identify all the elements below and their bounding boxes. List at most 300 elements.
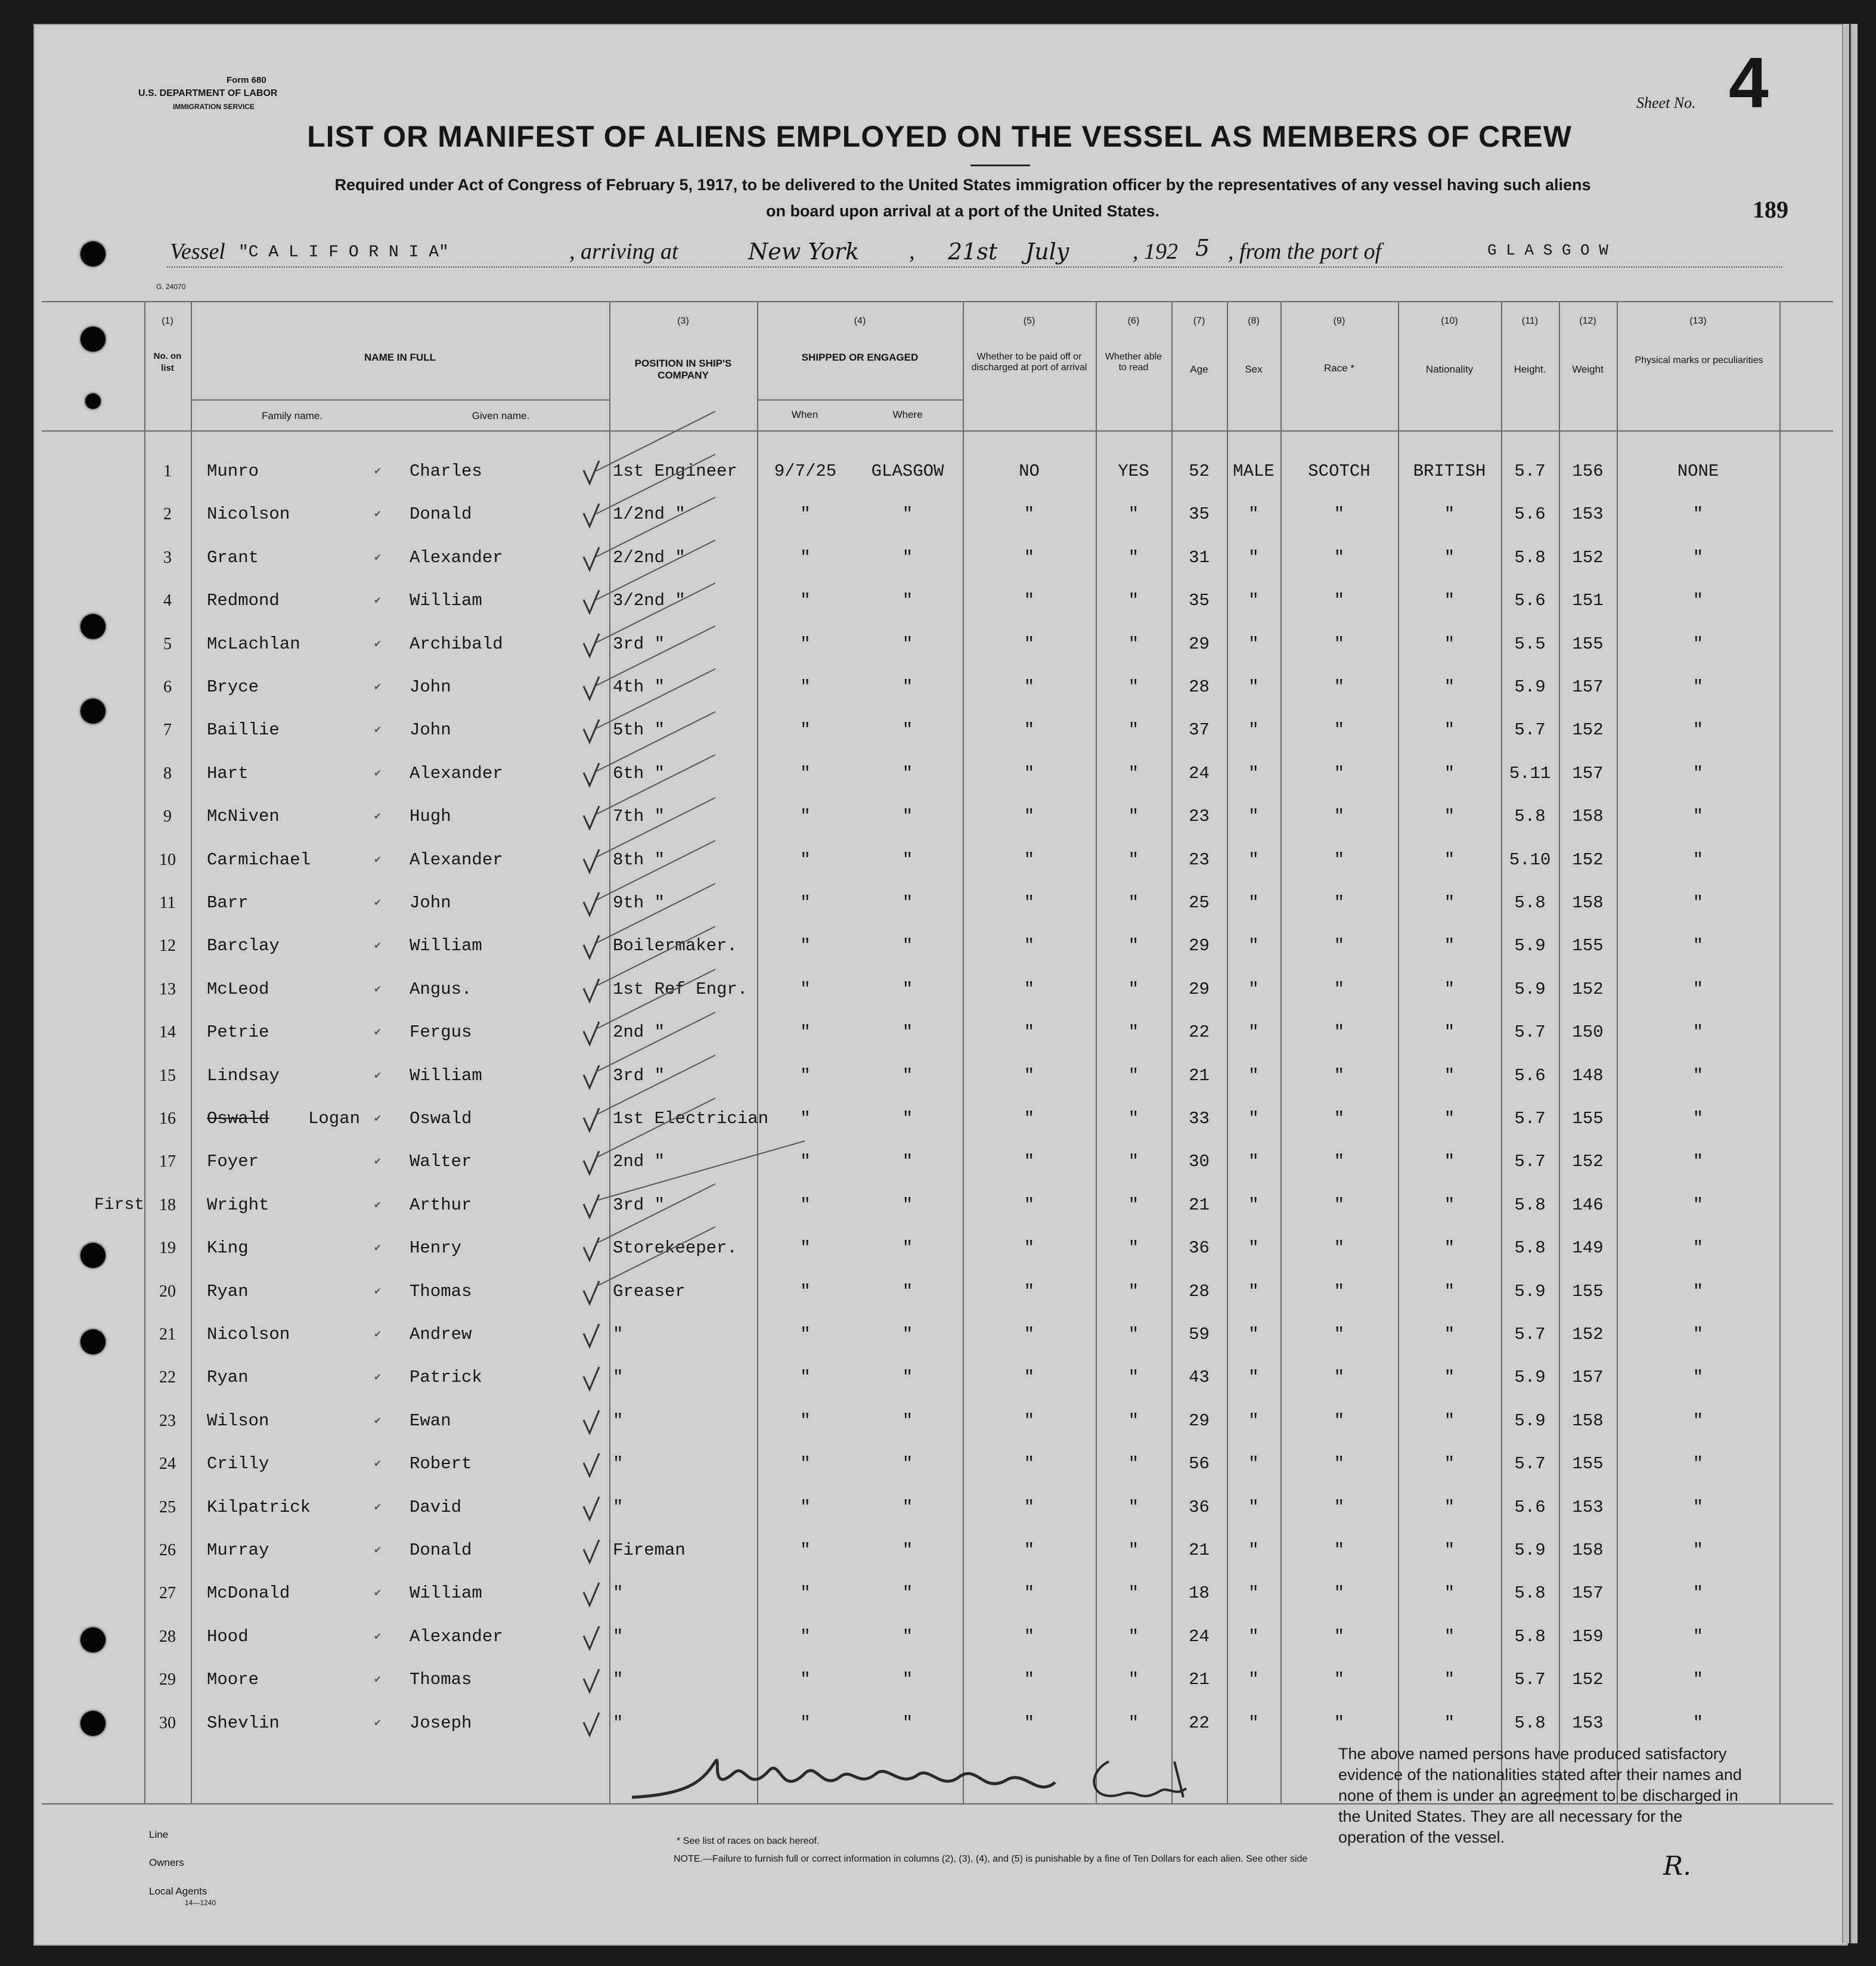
sex: " — [1248, 504, 1259, 525]
check-mark-icon — [581, 1579, 601, 1609]
shipped-when: " — [800, 1281, 811, 1301]
given-name: Hugh — [410, 807, 451, 827]
shipped-when: " — [800, 893, 811, 913]
col-number: (1) — [162, 316, 173, 326]
family-name: Barclay — [207, 936, 280, 956]
row-number: 24 — [159, 1455, 176, 1474]
given-name: Patrick — [410, 1367, 482, 1388]
name-tick-icon: ✔ — [374, 1329, 381, 1341]
check-mark-icon — [581, 1320, 601, 1350]
family-name: Crilly — [207, 1454, 269, 1474]
position: " — [613, 1497, 624, 1517]
height: 5.11 — [1509, 763, 1551, 783]
shipped-where: " — [902, 1281, 913, 1301]
position: 2nd " — [613, 1152, 665, 1172]
shipped-when: " — [800, 1065, 811, 1086]
row-number: 8 — [163, 764, 172, 783]
sex: " — [1248, 1109, 1259, 1128]
family-name: Wilson — [207, 1410, 269, 1431]
sex: " — [1248, 1152, 1259, 1172]
nationality: " — [1444, 1152, 1455, 1172]
name-tick-icon: ✔ — [374, 1458, 381, 1471]
age: 21 — [1189, 1065, 1210, 1086]
able-to-read: " — [1128, 591, 1139, 611]
position: 3rd " — [613, 1065, 665, 1086]
stamp-initials: R. — [1663, 1851, 1692, 1881]
height: 5.7 — [1514, 1325, 1546, 1344]
height: 5.8 — [1514, 1626, 1546, 1646]
check-mark-icon — [581, 1666, 601, 1695]
given-name: William — [410, 1583, 482, 1604]
name-subheader-rule — [192, 399, 609, 401]
shipped-when: " — [800, 1367, 811, 1388]
height: 5.8 — [1514, 1713, 1546, 1733]
shipped-when: " — [800, 677, 811, 697]
position: 3rd " — [613, 1195, 665, 1215]
paid-off: NO — [1019, 461, 1040, 481]
given-name: Fergus — [410, 1022, 472, 1043]
physical-marks: " — [1692, 1022, 1704, 1043]
sex: " — [1248, 1281, 1259, 1301]
shipped-when: " — [800, 763, 811, 783]
nationality: " — [1444, 849, 1455, 870]
able-to-read: " — [1128, 1713, 1139, 1733]
weight: 152 — [1572, 849, 1604, 870]
races-note: * See list of races on back hereof. — [677, 1836, 820, 1846]
nationality-stamp: The above named persons have produced satisfactory evidence of the nationalities stated after their names and none of them is under an agreement to be discharged in the United States. They are all necessary for the operation of the vessel. — [1338, 1745, 1742, 1846]
given-name: Andrew — [410, 1325, 472, 1344]
col-number: (4) — [854, 316, 866, 326]
physical-marks: " — [1692, 1540, 1704, 1560]
col-number: (11) — [1521, 316, 1539, 326]
age: 59 — [1189, 1325, 1210, 1344]
shipped-where: " — [902, 1195, 913, 1215]
race: " — [1334, 1022, 1345, 1043]
age: 25 — [1189, 893, 1210, 913]
col-header-shipped: SHIPPED OR ENGAGED — [801, 352, 919, 363]
form-code: G. 24070 — [156, 283, 186, 291]
table-row — [0, 1658, 1876, 1701]
paid-off: " — [1024, 1497, 1035, 1517]
weight: 152 — [1572, 979, 1604, 999]
nationality: " — [1444, 1454, 1455, 1474]
name-tick-icon: ✔ — [374, 1027, 381, 1039]
nationality: " — [1444, 1713, 1455, 1733]
paid-off: " — [1024, 893, 1035, 913]
paid-off: " — [1024, 1540, 1035, 1560]
weight: 152 — [1572, 720, 1604, 740]
height: 5.8 — [1514, 893, 1546, 913]
name-tick-icon: ✔ — [374, 1587, 381, 1600]
family-name: Moore — [207, 1670, 259, 1690]
shipped-where: " — [902, 849, 913, 870]
vessel-underline — [167, 265, 1782, 268]
family-name: Lindsay — [207, 1065, 280, 1086]
col-header-list-no: No. on list — [153, 351, 182, 373]
shipped-where: " — [902, 936, 913, 956]
sex: " — [1248, 1410, 1259, 1431]
shipped-where: " — [902, 634, 913, 654]
race: " — [1334, 634, 1345, 654]
shipped-when: " — [800, 1238, 811, 1258]
page-number: 189 — [1753, 196, 1788, 223]
height: 5.7 — [1514, 461, 1546, 481]
race: " — [1334, 677, 1345, 697]
name-tick-icon: ✔ — [374, 638, 381, 650]
able-to-read: " — [1128, 763, 1139, 783]
given-name: David — [410, 1497, 462, 1517]
weight: 155 — [1572, 634, 1604, 654]
table-row — [0, 752, 1876, 795]
table-row — [0, 882, 1876, 925]
name-tick-icon: ✔ — [374, 551, 381, 564]
row-number: 3 — [163, 548, 172, 567]
family-name: Nicolson — [207, 504, 290, 525]
vessel-name: "C A L I F O R N I A" — [238, 243, 449, 262]
able-to-read: " — [1128, 1109, 1139, 1128]
nationality: " — [1444, 1281, 1455, 1301]
given-name: Alexander — [410, 849, 503, 870]
name-tick-icon: ✔ — [374, 1372, 381, 1384]
row-number: 11 — [159, 894, 176, 912]
age: 24 — [1189, 1626, 1210, 1646]
year-suffix: 5 — [1195, 235, 1210, 261]
age: 29 — [1189, 1410, 1210, 1431]
height: 5.6 — [1514, 591, 1546, 611]
paid-off: " — [1024, 979, 1035, 999]
height: 5.7 — [1514, 1152, 1546, 1172]
nationality: " — [1444, 504, 1455, 525]
weight: 158 — [1572, 893, 1604, 913]
shipped-when: " — [800, 720, 811, 740]
position: Greaser — [613, 1281, 686, 1301]
height: 5.5 — [1514, 634, 1546, 654]
race: " — [1334, 1497, 1345, 1517]
col-header-sex: Sex — [1245, 364, 1263, 375]
sex: " — [1248, 763, 1259, 783]
col-header-race: Race * — [1323, 362, 1355, 374]
able-to-read: " — [1128, 1454, 1139, 1474]
position: " — [613, 1713, 624, 1733]
able-to-read: " — [1128, 1065, 1139, 1086]
race: " — [1334, 1583, 1345, 1604]
physical-marks: " — [1692, 1238, 1704, 1258]
given-name: John — [410, 720, 451, 740]
name-tick-icon: ✔ — [374, 897, 381, 909]
table-row — [0, 839, 1876, 882]
able-to-read: " — [1128, 807, 1139, 827]
height: 5.9 — [1514, 1281, 1546, 1301]
able-to-read: " — [1128, 893, 1139, 913]
sex: " — [1248, 547, 1259, 568]
height: 5.7 — [1514, 1022, 1546, 1043]
height: 5.6 — [1514, 1497, 1546, 1517]
physical-marks: " — [1692, 807, 1704, 827]
col-subheader-family: Family name. — [261, 410, 323, 421]
col-header-marks: Physical marks or peculiarities — [1635, 355, 1763, 365]
family-name: Foyer — [207, 1152, 259, 1172]
nationality: BRITISH — [1413, 461, 1486, 481]
family-name: Redmond — [207, 591, 280, 611]
physical-marks: " — [1692, 893, 1704, 913]
shipped-where: " — [902, 1022, 913, 1043]
family-name: Murray — [207, 1540, 269, 1560]
row-number: 14 — [159, 1023, 176, 1042]
physical-marks: " — [1692, 979, 1704, 999]
position: 1st Engineer — [613, 461, 737, 481]
position: 8th " — [613, 849, 665, 870]
race: " — [1334, 591, 1345, 611]
row-number: 20 — [159, 1282, 176, 1301]
table-top-border — [42, 301, 1833, 302]
physical-marks: " — [1692, 1497, 1704, 1517]
height: 5.8 — [1514, 547, 1546, 568]
paid-off: " — [1024, 1454, 1035, 1474]
pencil-check-strokes — [584, 370, 882, 1323]
sex: " — [1248, 936, 1259, 956]
able-to-read: " — [1128, 849, 1139, 870]
shipped-where: " — [902, 1109, 913, 1128]
given-name: Ewan — [410, 1410, 451, 1431]
shipped-where: GLASGOW — [871, 461, 944, 481]
nationality: " — [1444, 591, 1455, 611]
nationality: " — [1444, 1367, 1455, 1388]
race: " — [1334, 1454, 1345, 1474]
position: 1st Ref Engr. — [613, 979, 748, 999]
family-name: Hart — [207, 763, 249, 783]
shipped-when: " — [800, 634, 811, 654]
name-tick-icon: ✔ — [374, 1069, 381, 1082]
physical-marks: " — [1692, 677, 1704, 697]
height: 5.7 — [1514, 1109, 1546, 1128]
position: Boilermaker. — [613, 936, 737, 956]
shipped-when: " — [800, 979, 811, 999]
weight: 153 — [1572, 1497, 1604, 1517]
row-number: 21 — [159, 1325, 176, 1344]
name-tick-icon: ✔ — [374, 1415, 381, 1427]
age: 35 — [1189, 591, 1210, 611]
physical-marks: NONE — [1677, 461, 1719, 481]
shipped-where: " — [902, 591, 913, 611]
shipped-where: " — [902, 1713, 913, 1733]
vessel-label: Vessel — [170, 239, 225, 264]
height: 5.9 — [1514, 979, 1546, 999]
paid-off: " — [1024, 1410, 1035, 1431]
nationality: " — [1444, 1497, 1455, 1517]
row-number: 23 — [159, 1411, 176, 1430]
weight: 155 — [1572, 1109, 1604, 1128]
col-number: (7) — [1193, 316, 1205, 326]
weight: 158 — [1572, 807, 1604, 827]
paid-off: " — [1024, 1325, 1035, 1344]
age: 28 — [1189, 1281, 1210, 1301]
given-name: Archibald — [410, 634, 503, 654]
family-name: Bryce — [207, 677, 259, 697]
nationality: " — [1444, 1670, 1455, 1690]
shipped-when: " — [800, 504, 811, 525]
able-to-read: " — [1128, 1238, 1139, 1258]
weight: 148 — [1572, 1065, 1604, 1086]
family-name: Baillie — [207, 720, 280, 740]
arrival-month: July — [1025, 238, 1069, 265]
weight: 159 — [1572, 1626, 1604, 1646]
weight: 149 — [1572, 1238, 1604, 1258]
nationality: " — [1444, 1022, 1455, 1043]
physical-marks: " — [1692, 1152, 1704, 1172]
nationality: " — [1444, 763, 1455, 783]
height: 5.9 — [1514, 677, 1546, 697]
physical-marks: " — [1692, 504, 1704, 525]
position: 6th " — [613, 763, 665, 783]
age: 29 — [1189, 634, 1210, 654]
shipped-when: " — [800, 547, 811, 568]
height: 5.7 — [1514, 1454, 1546, 1474]
name-tick-icon: ✔ — [374, 1242, 381, 1255]
height: 5.6 — [1514, 504, 1546, 525]
name-tick-icon: ✔ — [374, 854, 381, 866]
footer-owners-label: Owners — [149, 1857, 184, 1868]
age: 29 — [1189, 936, 1210, 956]
shipped-where: " — [902, 720, 913, 740]
paid-off: " — [1024, 849, 1035, 870]
shipped-where: " — [902, 1325, 913, 1344]
col-number: (13) — [1689, 316, 1707, 326]
weight: 156 — [1572, 461, 1604, 481]
able-to-read: " — [1128, 1670, 1139, 1690]
height: 5.9 — [1514, 1540, 1546, 1560]
nationality: " — [1444, 1626, 1455, 1646]
sex: " — [1248, 1583, 1259, 1604]
paid-off: " — [1024, 591, 1035, 611]
sex: " — [1248, 893, 1259, 913]
col-number: (6) — [1127, 316, 1140, 326]
able-to-read: YES — [1118, 461, 1149, 481]
header-bottom-border — [42, 430, 1833, 432]
shipped-when: " — [800, 1626, 811, 1646]
family-name: Wright — [207, 1195, 269, 1215]
able-to-read: " — [1128, 634, 1139, 654]
height: 5.8 — [1514, 1583, 1546, 1604]
name-tick-icon: ✔ — [374, 1285, 381, 1298]
paid-off: " — [1024, 504, 1035, 525]
family-name: Shevlin — [207, 1713, 280, 1733]
family-name: Petrie — [207, 1022, 269, 1043]
row-number: 12 — [159, 937, 176, 956]
shipped-when: " — [800, 1109, 811, 1128]
sex: " — [1248, 979, 1259, 999]
weight: 155 — [1572, 1281, 1604, 1301]
table-row — [0, 1356, 1876, 1399]
given-name: Robert — [410, 1454, 472, 1474]
age: 23 — [1189, 849, 1210, 870]
physical-marks: " — [1692, 720, 1704, 740]
able-to-read: " — [1128, 547, 1139, 568]
age: 36 — [1189, 1497, 1210, 1517]
shipped-when: " — [800, 936, 811, 956]
row-number: 10 — [159, 850, 176, 869]
able-to-read: " — [1128, 1152, 1139, 1172]
arrival-day: 21st — [948, 238, 998, 265]
row-number: 2 — [163, 505, 172, 524]
paid-off: " — [1024, 763, 1035, 783]
row-number: 1 — [163, 462, 172, 480]
nationality: " — [1444, 1109, 1455, 1128]
row-number: 4 — [163, 591, 172, 610]
family-name: King — [207, 1238, 249, 1258]
shipped-where: " — [902, 504, 913, 525]
table-row — [0, 1443, 1876, 1486]
weight: 153 — [1572, 504, 1604, 525]
table-row — [0, 579, 1876, 622]
nationality: " — [1444, 1325, 1455, 1344]
nationality: " — [1444, 1195, 1455, 1215]
given-name: Arthur — [410, 1195, 472, 1215]
struck-family-name: Oswald — [207, 1109, 269, 1128]
able-to-read: " — [1128, 1497, 1139, 1517]
race: " — [1334, 1238, 1345, 1258]
given-name: Thomas — [410, 1281, 472, 1301]
shipped-when: " — [800, 1497, 811, 1517]
name-tick-icon: ✔ — [374, 681, 381, 693]
given-name: Joseph — [410, 1713, 472, 1733]
shipped-where: " — [902, 1583, 913, 1604]
given-name: John — [410, 677, 451, 697]
age: 36 — [1189, 1238, 1210, 1258]
able-to-read: " — [1128, 979, 1139, 999]
weight: 155 — [1572, 1454, 1604, 1474]
shipped-when: " — [800, 849, 811, 870]
race: " — [1334, 1065, 1345, 1086]
physical-marks: " — [1692, 1583, 1704, 1604]
sex: " — [1248, 1497, 1259, 1517]
row-number: 25 — [159, 1497, 176, 1517]
height: 5.8 — [1514, 807, 1546, 827]
family-name: Grant — [207, 547, 259, 568]
paid-off: " — [1024, 677, 1035, 697]
given-name: William — [410, 936, 482, 956]
check-mark-icon — [581, 1450, 601, 1480]
sex: " — [1248, 1626, 1259, 1646]
able-to-read: " — [1128, 1540, 1139, 1560]
paid-off: " — [1024, 1152, 1035, 1172]
row-number: 27 — [159, 1584, 176, 1603]
given-name: Alexander — [410, 1626, 503, 1646]
penalty-note: NOTE.—Failure to furnish full or correct information in columns (2), (3), (4), and (5) is punishable by a fine of Ten Dollars for each alien. See other side — [674, 1854, 1308, 1864]
col-subheader-where: Where — [892, 409, 923, 420]
comma: , — [909, 239, 915, 264]
given-name: William — [410, 591, 482, 611]
nationality: " — [1444, 1238, 1455, 1258]
row-number: 30 — [159, 1713, 176, 1732]
age: 33 — [1189, 1109, 1210, 1128]
col-header-paid-off: Whether to be paid off or discharged at port of arrival — [971, 352, 1087, 373]
shipped-where: " — [902, 807, 913, 827]
family-name: Carmichael — [207, 849, 311, 870]
punch-hole — [80, 327, 106, 352]
footer-line-label: Line — [149, 1829, 169, 1840]
shipped-when: " — [800, 591, 811, 611]
weight: 155 — [1572, 936, 1604, 956]
position: 1/2nd " — [613, 504, 686, 525]
shipped-when: 9/7/25 — [774, 461, 837, 481]
col-number: (10) — [1441, 316, 1458, 326]
family-name: Ryan — [207, 1281, 249, 1301]
position: 9th " — [613, 893, 665, 913]
physical-marks: " — [1692, 1410, 1704, 1431]
height: 5.9 — [1514, 1367, 1546, 1388]
height: 5.7 — [1514, 1670, 1546, 1690]
position: 1st Electrician — [613, 1109, 769, 1128]
